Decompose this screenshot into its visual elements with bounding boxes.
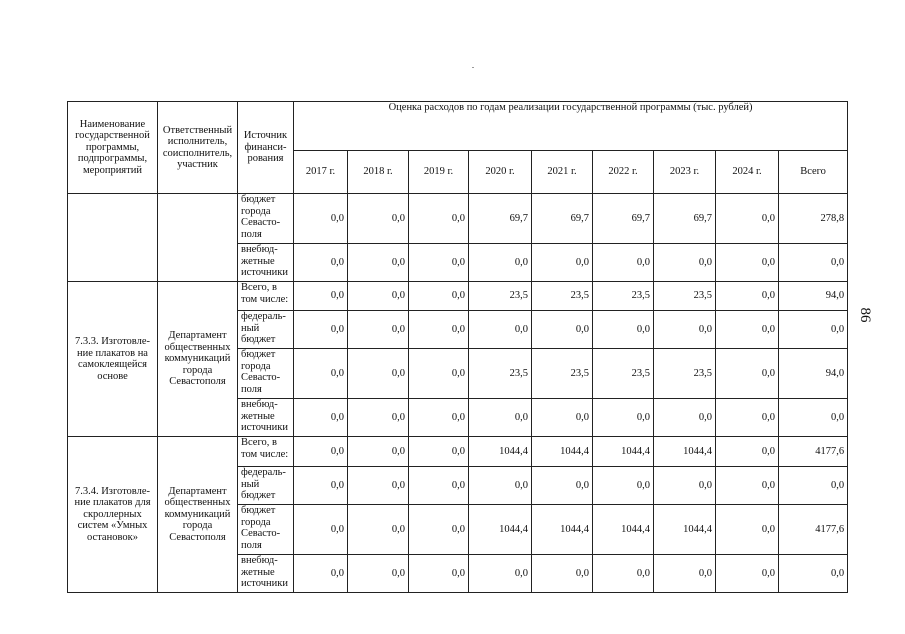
value-cell: 1044,4 xyxy=(469,437,532,467)
value-cell: 23,5 xyxy=(654,349,716,399)
value-cell: 0,0 xyxy=(409,349,469,399)
budget-table xyxy=(67,101,848,593)
value-cell: 0,0 xyxy=(716,467,779,505)
value-cell: 0,0 xyxy=(532,555,593,593)
value-cell: 23,5 xyxy=(654,282,716,311)
value-cell: 0,0 xyxy=(348,194,409,244)
table-row xyxy=(68,282,848,311)
value-cell: 0,0 xyxy=(469,555,532,593)
value-cell: 0,0 xyxy=(654,555,716,593)
value-cell: 1044,4 xyxy=(654,505,716,555)
header-year: 2019 г. xyxy=(409,151,469,194)
value-cell: 0,0 xyxy=(593,555,654,593)
program-name-cell xyxy=(68,194,158,282)
value-cell: 0,0 xyxy=(409,467,469,505)
total-cell: 94,0 xyxy=(779,349,848,399)
total-cell: 0,0 xyxy=(779,467,848,505)
value-cell: 0,0 xyxy=(348,555,409,593)
header-executor: Ответственный исполнитель, соисполнитель, участник xyxy=(158,102,238,194)
value-cell: 0,0 xyxy=(348,399,409,437)
value-cell: 1044,4 xyxy=(532,437,593,467)
value-cell: 0,0 xyxy=(294,505,348,555)
measure-name: 7.3.4. Изготовле-ние плакатов для скроллерных систем «Умных остановок» xyxy=(68,437,158,593)
value-cell: 0,0 xyxy=(654,311,716,349)
value-cell: 69,7 xyxy=(593,194,654,244)
header-expense-estimate: Оценка расходов по годам реализации государственной программы (тыс. рублей) xyxy=(294,102,848,151)
value-cell: 0,0 xyxy=(469,467,532,505)
total-cell: 0,0 xyxy=(779,555,848,593)
value-cell: 0,0 xyxy=(348,505,409,555)
value-cell: 0,0 xyxy=(294,399,348,437)
value-cell: 0,0 xyxy=(348,349,409,399)
value-cell: 1044,4 xyxy=(593,437,654,467)
total-cell: 0,0 xyxy=(779,399,848,437)
value-cell: 23,5 xyxy=(532,282,593,311)
value-cell: 0,0 xyxy=(409,399,469,437)
value-cell: 0,0 xyxy=(348,282,409,311)
funding-source-cell: внебюд-жетные источники xyxy=(238,399,294,437)
value-cell: 0,0 xyxy=(593,399,654,437)
value-cell: 0,0 xyxy=(716,349,779,399)
measure-name: 7.3.3. Изготовле-ние плакатов на самоклеящейся основе xyxy=(68,282,158,437)
value-cell: 0,0 xyxy=(294,349,348,399)
total-cell: 4177,6 xyxy=(779,505,848,555)
total-cell: 94,0 xyxy=(779,282,848,311)
header-year: 2022 г. xyxy=(593,151,654,194)
total-cell: 0,0 xyxy=(779,311,848,349)
value-cell: 0,0 xyxy=(469,244,532,282)
measure-executor: Департамент общественных коммуникаций города Севастополя xyxy=(158,437,238,593)
value-cell: 0,0 xyxy=(593,311,654,349)
funding-source-cell: внебюд-жетные источники xyxy=(238,244,294,282)
value-cell: 0,0 xyxy=(294,437,348,467)
value-cell: 0,0 xyxy=(294,194,348,244)
value-cell: 0,0 xyxy=(716,244,779,282)
value-cell: 0,0 xyxy=(593,467,654,505)
value-cell: 0,0 xyxy=(409,505,469,555)
total-cell: 4177,6 xyxy=(779,437,848,467)
header-year: 2018 г. xyxy=(348,151,409,194)
value-cell: 0,0 xyxy=(409,282,469,311)
value-cell: 0,0 xyxy=(716,311,779,349)
value-cell: 0,0 xyxy=(469,311,532,349)
executor-cell xyxy=(158,194,238,282)
value-cell: 0,0 xyxy=(654,467,716,505)
value-cell: 0,0 xyxy=(716,399,779,437)
value-cell: 0,0 xyxy=(348,244,409,282)
value-cell: 0,0 xyxy=(294,467,348,505)
value-cell: 0,0 xyxy=(532,399,593,437)
measure-executor: Департамент общественных коммуникаций города Севастополя xyxy=(158,282,238,437)
header-program-name: Наименование государственной программы, подпрограммы, мероприятий xyxy=(68,102,158,194)
value-cell: 0,0 xyxy=(409,437,469,467)
value-cell: 0,0 xyxy=(409,244,469,282)
value-cell: 0,0 xyxy=(409,311,469,349)
scan-speck xyxy=(472,67,474,68)
value-cell: 69,7 xyxy=(654,194,716,244)
value-cell: 0,0 xyxy=(294,311,348,349)
header-year: 2020 г. xyxy=(469,151,532,194)
value-cell: 0,0 xyxy=(294,244,348,282)
value-cell: 69,7 xyxy=(469,194,532,244)
value-cell: 0,0 xyxy=(348,467,409,505)
value-cell: 69,7 xyxy=(532,194,593,244)
table-row xyxy=(68,437,848,467)
header-total: Всего xyxy=(779,151,848,194)
total-cell: 278,8 xyxy=(779,194,848,244)
header-year: 2023 г. xyxy=(654,151,716,194)
header-year: 2021 г. xyxy=(532,151,593,194)
value-cell: 0,0 xyxy=(409,555,469,593)
header-funding-source: Источник финанси-рования xyxy=(238,102,294,194)
funding-source-cell: Всего, в том числе: xyxy=(238,437,294,467)
value-cell: 23,5 xyxy=(593,349,654,399)
page-number: 86 xyxy=(857,307,873,323)
value-cell: 0,0 xyxy=(294,282,348,311)
value-cell: 1044,4 xyxy=(593,505,654,555)
value-cell: 0,0 xyxy=(716,194,779,244)
funding-source-cell: федераль-ный бюджет xyxy=(238,311,294,349)
total-cell: 0,0 xyxy=(779,244,848,282)
value-cell: 0,0 xyxy=(532,244,593,282)
funding-source-cell: внебюд-жетные источники xyxy=(238,555,294,593)
value-cell: 0,0 xyxy=(409,194,469,244)
value-cell: 23,5 xyxy=(593,282,654,311)
value-cell: 0,0 xyxy=(532,311,593,349)
funding-source-cell: Всего, в том числе: xyxy=(238,282,294,311)
value-cell: 0,0 xyxy=(348,437,409,467)
value-cell: 0,0 xyxy=(593,244,654,282)
value-cell: 0,0 xyxy=(716,555,779,593)
value-cell: 1044,4 xyxy=(532,505,593,555)
value-cell: 0,0 xyxy=(294,555,348,593)
funding-source-cell: федераль-ный бюджет xyxy=(238,467,294,505)
value-cell: 0,0 xyxy=(532,467,593,505)
value-cell: 23,5 xyxy=(469,349,532,399)
funding-source-cell: бюджет города Севасто-поля xyxy=(238,194,294,244)
value-cell: 0,0 xyxy=(469,399,532,437)
value-cell: 0,0 xyxy=(716,437,779,467)
value-cell: 0,0 xyxy=(654,399,716,437)
funding-source-cell: бюджет города Севасто-поля xyxy=(238,349,294,399)
header-year: 2017 г. xyxy=(294,151,348,194)
value-cell: 23,5 xyxy=(469,282,532,311)
value-cell: 0,0 xyxy=(654,244,716,282)
value-cell: 23,5 xyxy=(532,349,593,399)
value-cell: 1044,4 xyxy=(469,505,532,555)
value-cell: 0,0 xyxy=(716,282,779,311)
value-cell: 0,0 xyxy=(348,311,409,349)
value-cell: 0,0 xyxy=(716,505,779,555)
table-row xyxy=(68,194,848,244)
header-year: 2024 г. xyxy=(716,151,779,194)
funding-source-cell: бюджет города Севасто-поля xyxy=(238,505,294,555)
value-cell: 1044,4 xyxy=(654,437,716,467)
